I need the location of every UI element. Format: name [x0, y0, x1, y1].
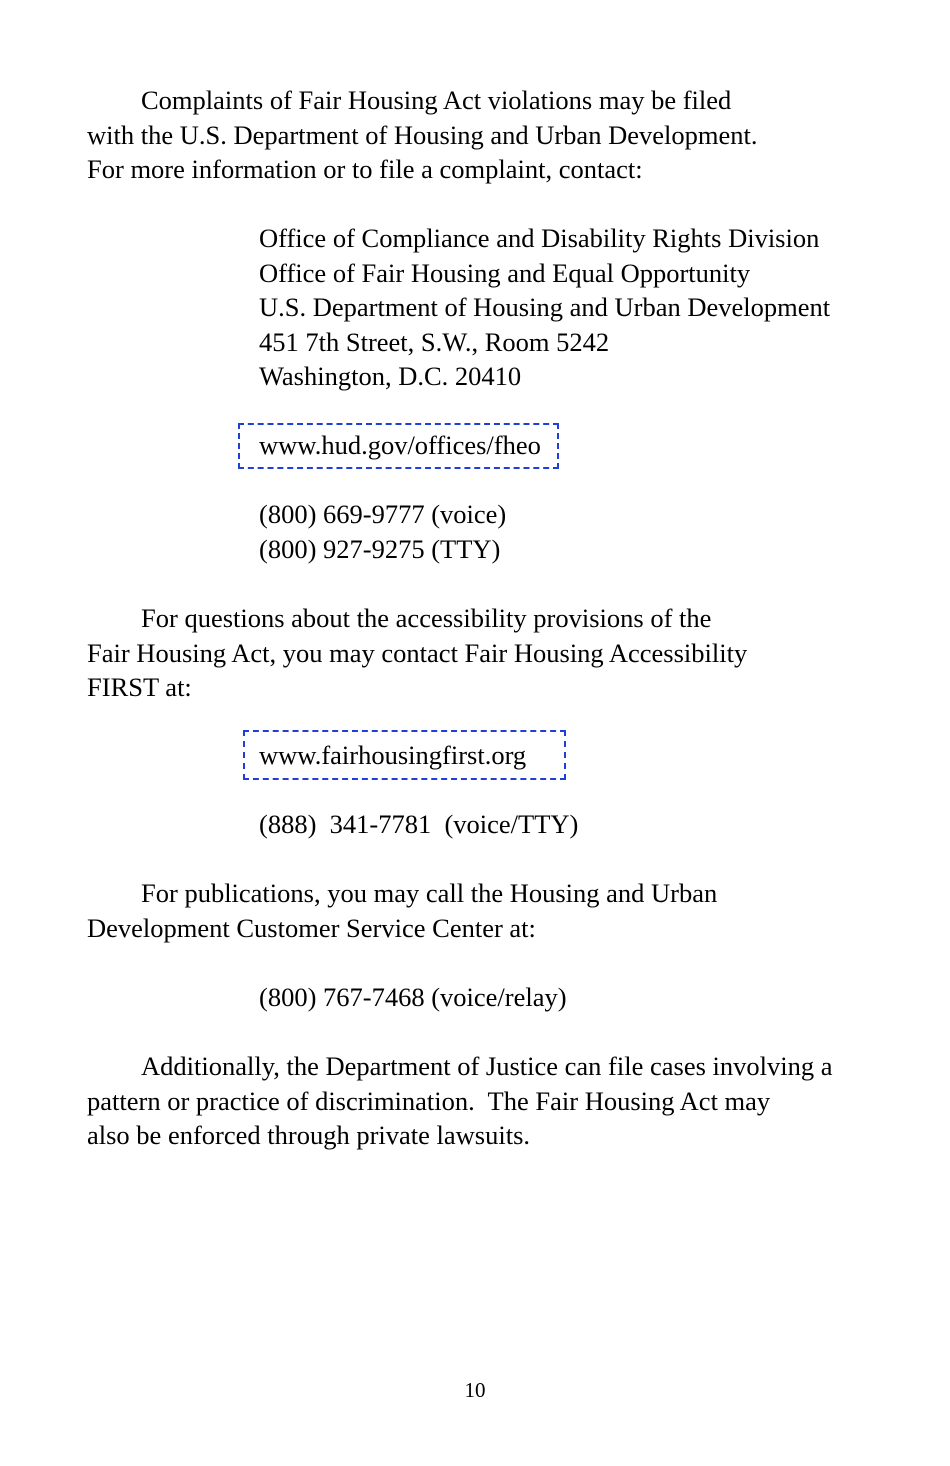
- first-phone: (888) 341-7781 (voice/TTY): [259, 809, 579, 839]
- intro-line-1: Complaints of Fair Housing Act violations may be filed: [141, 85, 732, 115]
- doj-line-3: also be enforced through private lawsuits.: [87, 1120, 531, 1150]
- address-line-1: Office of Compliance and Disability Rights Division: [259, 223, 820, 253]
- address-line-2: Office of Fair Housing and Equal Opportunity: [259, 257, 751, 288]
- intro-line-3: For more information or to file a complaint, contact:: [87, 154, 643, 184]
- publications-line-1: For publications, you may call the Housing and Urban: [141, 878, 718, 908]
- accessibility-paragraph: [87, 601, 867, 705]
- page-number: 10: [464, 1378, 486, 1402]
- intro-paragraph: [87, 83, 867, 187]
- doj-paragraph: [87, 1049, 867, 1153]
- accessibility-line-2: Fair Housing Act, you may contact Fair Housing Accessibility: [87, 637, 748, 668]
- hud-address: [259, 221, 830, 394]
- address-line-5: Washington, D.C. 20410: [259, 361, 522, 391]
- publications-phone: (800) 767-7468 (voice/relay): [259, 982, 567, 1012]
- publications-line-2: Development Customer Service Center at:: [87, 912, 536, 943]
- first-phone-block: [259, 807, 578, 842]
- accessibility-line-3: FIRST at:: [87, 672, 192, 702]
- accessibility-line-1: For questions about the accessibility provisions of the: [141, 603, 712, 633]
- publications-phone-block: [259, 980, 567, 1015]
- hud-link[interactable]: www.hud.gov/offices/fheo: [259, 430, 541, 460]
- intro-line-2: with the U.S. Department of Housing and Urban Development.: [87, 119, 758, 150]
- doj-line-2: pattern or practice of discrimination. The Fair Housing Act may: [87, 1085, 771, 1116]
- address-line-3: U.S. Department of Housing and Urban Development: [259, 292, 831, 322]
- first-link[interactable]: www.fairhousingfirst.org: [259, 740, 527, 770]
- address-line-4: 451 7th Street, S.W., Room 5242: [259, 326, 610, 357]
- publications-paragraph: [87, 876, 867, 945]
- doj-line-1: Additionally, the Department of Justice can file cases involving a: [141, 1051, 833, 1081]
- hud-phone-tty: (800) 927-9275 (TTY): [259, 533, 501, 564]
- hud-phone-voice: (800) 669-9777 (voice): [259, 499, 507, 529]
- hud-phones: [259, 497, 506, 566]
